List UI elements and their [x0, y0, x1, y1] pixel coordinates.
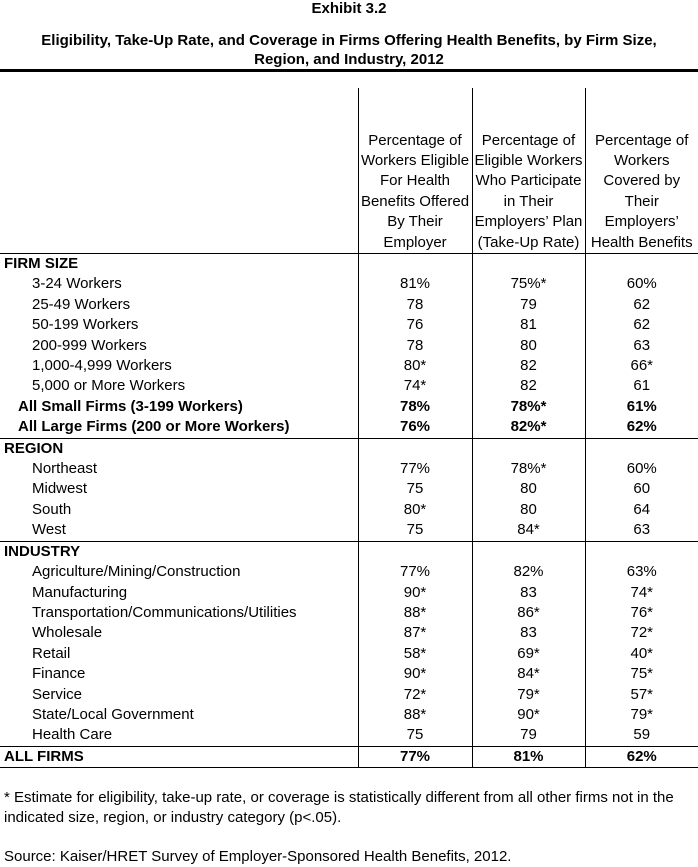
eligible-value: 58* [358, 644, 472, 664]
covered-value: 61% [626, 397, 657, 415]
section-title: REGION [0, 438, 358, 459]
eligible-value: 90* [358, 583, 472, 603]
table-row [0, 623, 698, 643]
eligible-value: 76 [358, 315, 472, 335]
row-label: 3-24 Workers [32, 275, 122, 293]
empty-cell [585, 438, 698, 459]
table-body [0, 254, 698, 768]
covered-value: 57* [630, 685, 654, 703]
section-title: FIRM SIZE [4, 255, 79, 272]
row-label: Wholesale [32, 624, 103, 642]
title-rule [0, 69, 698, 72]
table-row [0, 685, 698, 705]
section-header-row [0, 254, 698, 275]
empty-cell [358, 541, 472, 562]
row-label: 25-49 Workers [32, 295, 131, 313]
covered-value: 59 [633, 726, 651, 744]
eligible-value: 88* [358, 603, 472, 623]
table-row [0, 315, 698, 335]
row-label: 200-999 Workers [32, 336, 147, 354]
covered-value: 60% [626, 275, 657, 293]
take-up-value: 78%* [472, 459, 585, 479]
covered-value: 72* [630, 624, 654, 642]
take-up-value: 80 [472, 336, 585, 356]
take-up-value: 79 [472, 725, 585, 746]
eligible-value: 77% [358, 562, 472, 582]
take-up-value: 84* [472, 520, 585, 541]
eligible-value: 80* [358, 500, 472, 520]
eligible-value: 87* [358, 623, 472, 643]
eligible-value: 78 [358, 336, 472, 356]
eligible-value: 75 [358, 479, 472, 499]
table-row [0, 376, 698, 396]
take-up-value: 80 [472, 500, 585, 520]
take-up-value: 75%* [472, 274, 585, 294]
covered-value: 79* [630, 705, 654, 723]
take-up-value: 83 [472, 583, 585, 603]
table-row [0, 644, 698, 664]
title-line-1: Eligibility, Take-Up Rate, and Coverage in Firms Offering Health Benefits, by Firm Size, [41, 32, 657, 49]
table-row [0, 417, 698, 438]
covered-value: 61 [633, 377, 651, 395]
eligible-value: 77% [358, 746, 472, 767]
section-header-row [0, 541, 698, 562]
empty-cell [472, 541, 585, 562]
eligible-value: 88* [358, 705, 472, 725]
covered-value: 75* [630, 665, 654, 683]
table-row [0, 664, 698, 684]
row-label: All Small Firms (3-199 Workers) [18, 397, 243, 415]
take-up-value: 79 [472, 295, 585, 315]
take-up-value: 82%* [472, 417, 585, 438]
table-row [0, 562, 698, 582]
take-up-value: 78%* [472, 397, 585, 417]
empty-cell [358, 438, 472, 459]
eligible-value: 76% [358, 417, 472, 438]
covered-value: 40* [630, 644, 654, 662]
row-label: Health Care [32, 726, 113, 744]
eligible-value: 77% [358, 459, 472, 479]
eligible-value: 72* [358, 685, 472, 705]
eligible-value: 78 [358, 295, 472, 315]
take-up-value: 80 [472, 479, 585, 499]
total-row [0, 746, 698, 767]
section-header-row [0, 438, 698, 459]
row-label: State/Local Government [32, 705, 194, 723]
empty-cell [585, 541, 698, 562]
header-eligible: Percentage of Workers Eligible For Health Benefits Offered By Their Employer [358, 88, 472, 254]
header-covered: Percentage of Workers Covered by Their Employers’ Health Benefits [585, 88, 698, 254]
covered-value: 74* [630, 583, 654, 601]
covered-value: 76* [630, 603, 654, 621]
covered-value: 62 [633, 316, 651, 334]
table-row [0, 705, 698, 725]
eligible-value: 74* [358, 376, 472, 396]
row-label: Manufacturing [32, 583, 128, 601]
take-up-value: 84* [472, 664, 585, 684]
take-up-value: 81% [472, 746, 585, 767]
table-row [0, 500, 698, 520]
table-row [0, 459, 698, 479]
title-line-2: Region, and Industry, 2012 [254, 51, 444, 68]
benefits-table [0, 88, 698, 768]
take-up-value: 83 [472, 623, 585, 643]
table-row [0, 583, 698, 603]
row-label: 5,000 or More Workers [32, 377, 186, 395]
take-up-value: 82% [472, 562, 585, 582]
header-label-column [0, 88, 358, 254]
exhibit-number: Exhibit 3.2 [311, 0, 387, 17]
row-label: 50-199 Workers [32, 316, 139, 334]
table-row [0, 479, 698, 499]
eligible-value: 78% [358, 397, 472, 417]
row-label: All Large Firms (200 or More Workers) [18, 418, 290, 436]
table-row [0, 356, 698, 376]
take-up-value: 82 [472, 356, 585, 376]
table-row [0, 725, 698, 746]
take-up-value: 86* [472, 603, 585, 623]
row-label: Agriculture/Mining/Construction [32, 563, 241, 581]
take-up-value: 90* [472, 705, 585, 725]
row-label: Midwest [32, 480, 88, 498]
eligible-value: 80* [358, 356, 472, 376]
row-label: Finance [32, 665, 86, 683]
empty-cell [585, 254, 698, 275]
covered-value: 62% [626, 418, 657, 436]
take-up-value: 81 [472, 315, 585, 335]
eligible-value: 75 [358, 725, 472, 746]
row-label: South [32, 500, 72, 518]
footnote: * Estimate for eligibility, take-up rate, or coverage is statistically different from all other firms not in the indicated size, region, or industry category (p<.05). [4, 789, 674, 826]
covered-value: 63 [633, 521, 651, 539]
eligible-value: 75 [358, 520, 472, 541]
covered-value: 64 [633, 500, 651, 518]
empty-cell [472, 438, 585, 459]
table-row [0, 295, 698, 315]
covered-value: 63% [626, 563, 657, 581]
section-title: INDUSTRY [0, 541, 358, 562]
row-label: Transportation/Communications/Utilities [32, 603, 297, 621]
table-row [0, 520, 698, 541]
covered-value: 62% [585, 746, 698, 767]
table-row [0, 603, 698, 623]
row-label: Service [32, 685, 83, 703]
exhibit-title [0, 31, 698, 69]
covered-value: 66* [630, 357, 654, 375]
empty-cell [472, 254, 585, 275]
eligible-value: 90* [358, 664, 472, 684]
header-take-up: Percentage of Eligible Workers Who Participate in Their Employers’ Plan (Take-Up Rate) [472, 88, 585, 254]
row-label: Retail [32, 644, 71, 662]
table-row [0, 274, 698, 294]
covered-value: 63 [633, 336, 651, 354]
take-up-value: 69* [472, 644, 585, 664]
covered-value: 62 [633, 295, 651, 313]
covered-value: 60% [626, 460, 657, 478]
table-row [0, 397, 698, 417]
eligible-value: 81% [358, 274, 472, 294]
take-up-value: 79* [472, 685, 585, 705]
total-label: ALL FIRMS [0, 746, 358, 767]
header-row [0, 88, 698, 254]
row-label: West [32, 521, 66, 539]
take-up-value: 82 [472, 376, 585, 396]
row-label: Northeast [32, 460, 98, 478]
table-row [0, 336, 698, 356]
empty-cell [358, 254, 472, 275]
row-label: 1,000-4,999 Workers [32, 357, 172, 375]
source-note: Source: Kaiser/HRET Survey of Employer-Sponsored Health Benefits, 2012. [4, 848, 512, 865]
covered-value: 60 [633, 480, 651, 498]
